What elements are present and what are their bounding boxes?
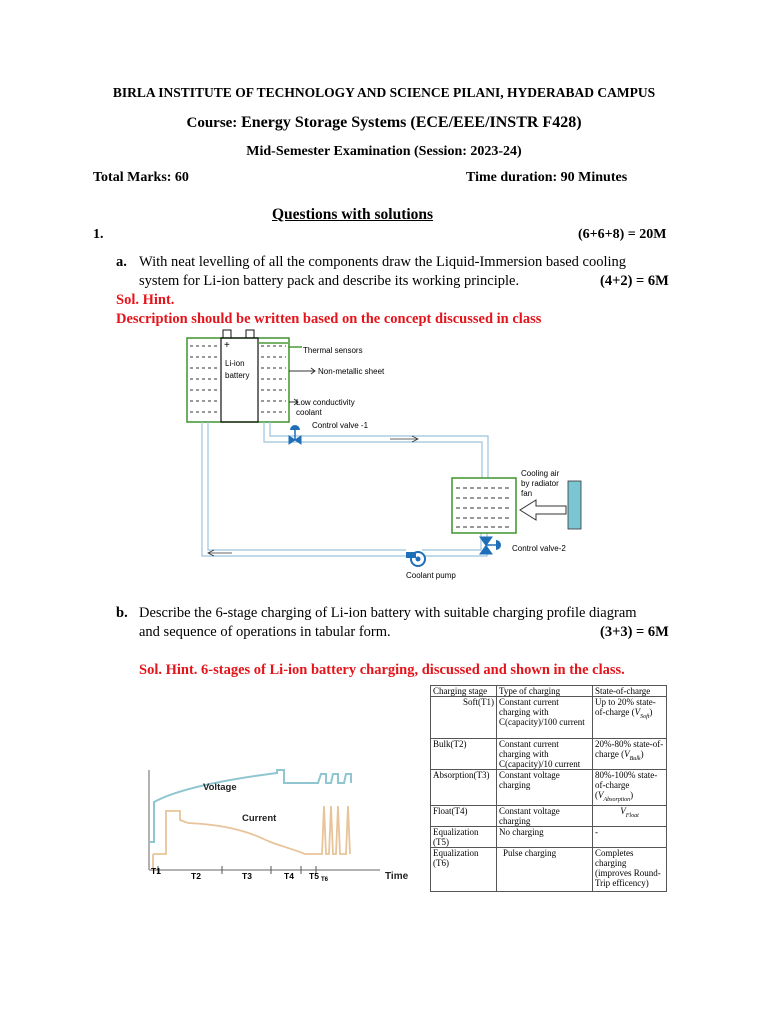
cooling-air-label-2: by radiator: [521, 479, 559, 488]
table-row: [431, 805, 667, 826]
time-duration: Time duration: 90 Minutes: [466, 170, 628, 185]
stage-cell: Float(T4): [431, 805, 497, 826]
battery-label-1: Li-ion: [225, 359, 245, 368]
course-line: [0, 114, 768, 132]
cooling-air-label-1: Cooling air: [521, 469, 560, 478]
part-b-marks: (3+3) = 6M: [600, 624, 669, 640]
course-prefix: Course:: [186, 115, 238, 131]
t4-label: T4: [284, 871, 294, 881]
soc-cell: -: [593, 826, 667, 847]
type-cell: Pulse charging: [497, 847, 593, 891]
table-row: [431, 739, 667, 770]
charging-table-wrapper: [430, 685, 667, 892]
part-b-label: b.: [116, 605, 128, 621]
stage-cell: Absorption(T3): [431, 770, 497, 806]
soc-cell: Completes charging (improves Round-Trip efficency): [593, 847, 667, 891]
air-flow-arrow-icon: [520, 500, 566, 520]
exam-title: Mid-Semester Examination (Session: 2023-24): [246, 144, 522, 159]
part-a-line1: With neat levelling of all the components draw the Liquid-Immersion based cooling: [139, 254, 627, 270]
table-row: [431, 697, 667, 739]
table-header-row: [431, 686, 667, 697]
soc-cell: $V_{Float}$: [593, 805, 667, 826]
total-marks: Total Marks: 60: [93, 170, 189, 185]
part-b-line2: and sequence of operations in tabular form.: [139, 624, 391, 640]
table-row: [431, 770, 667, 806]
part-a-line2: system for Li-ion battery pack and describe its working principle.: [139, 273, 520, 289]
stage-cell: Bulk(T2): [431, 739, 497, 770]
cooling-air-label-3: fan: [521, 489, 533, 498]
thermal-sensors-label: Thermal sensors: [303, 346, 363, 355]
section-title: Questions with solutions: [272, 206, 434, 223]
control-valve-1-label: Control valve -1: [312, 421, 369, 430]
battery-label-2: battery: [225, 371, 250, 380]
coolant-pump-icon: [406, 552, 425, 566]
radiator-fan: [568, 481, 581, 529]
soc-cell: 20%-80% state-of-charge $(V_{Bulk})$: [593, 739, 667, 770]
soc-cell: Up to 20% state-of-charge $(V_{Soft})$: [593, 697, 667, 739]
header-cell: Charging stage: [431, 686, 497, 697]
stage-cell: Soft(T1): [431, 697, 497, 739]
sol-hint-label: Sol. Hint.: [116, 292, 175, 308]
sol-hint-text: Description should be written based on the concept discussed in class: [116, 311, 542, 327]
question-number: 1.: [93, 227, 104, 242]
table-row: [431, 847, 667, 891]
current-label: Current: [242, 813, 277, 824]
part-a-marks: (4+2) = 6M: [600, 273, 669, 289]
charging-profile-diagram: [140, 758, 420, 886]
header-cell: Type of charging: [497, 686, 593, 697]
part-b-line1: Describe the 6-stage charging of Li-ion battery with suitable charging profile diagram: [139, 605, 637, 621]
part-a-label: a.: [116, 254, 127, 270]
type-cell: Constant voltage charging: [497, 805, 593, 826]
t2-label: T2: [191, 871, 201, 881]
soc-cell: 80%-100% state-of-charge $(V_{Absorption})$: [593, 770, 667, 806]
voltage-label: Voltage: [203, 782, 237, 793]
part-b-sol-hint: Sol. Hint. 6-stages of Li-ion battery charging, discussed and shown in the class.: [139, 662, 625, 678]
control-valve-2: [480, 537, 501, 554]
stage-cell: Equalization (T5): [431, 826, 497, 847]
coolant-pipes: [202, 422, 488, 556]
time-label: Time: [385, 871, 409, 882]
table-row: [431, 826, 667, 847]
type-cell: Constant current charging with C(capacity)/100 current: [497, 697, 593, 739]
voltage-curve: [149, 770, 351, 842]
coolant-label-2: coolant: [296, 408, 322, 417]
charging-table: [430, 685, 667, 892]
radiator-tank: [452, 478, 516, 533]
type-cell: No charging: [497, 826, 593, 847]
control-valve-1: [289, 425, 301, 444]
coolant-label-1: Low conductivity: [296, 398, 355, 407]
battery-tank: [187, 330, 289, 422]
non-metallic-sheet-label: Non-metallic sheet: [318, 367, 385, 376]
coolant-pump-label: Coolant pump: [406, 571, 456, 580]
stage-cell: Equalization (T6): [431, 847, 497, 891]
battery-plus: +: [224, 340, 230, 351]
type-cell: Constant voltage charging: [497, 770, 593, 806]
type-cell: Constant current charging with C(capacity)/10 current: [497, 739, 593, 770]
course-name: Energy Storage Systems (ECE/EEE/INSTR F428): [241, 114, 582, 131]
t6-label: T6: [321, 877, 329, 883]
control-valve-2-label: Control valve-2: [512, 544, 566, 553]
institute-title: BIRLA INSTITUTE OF TECHNOLOGY AND SCIENCE PILANI, HYDERABAD CAMPUS: [112, 85, 656, 100]
question-marks: (6+6+8) = 20M: [578, 227, 667, 242]
t1-label: T1: [151, 866, 161, 876]
cooling-system-diagram: [180, 328, 600, 584]
t3-label: T3: [242, 871, 252, 881]
header-cell: State-of-charge: [593, 686, 667, 697]
t5-label: T5: [309, 871, 319, 881]
